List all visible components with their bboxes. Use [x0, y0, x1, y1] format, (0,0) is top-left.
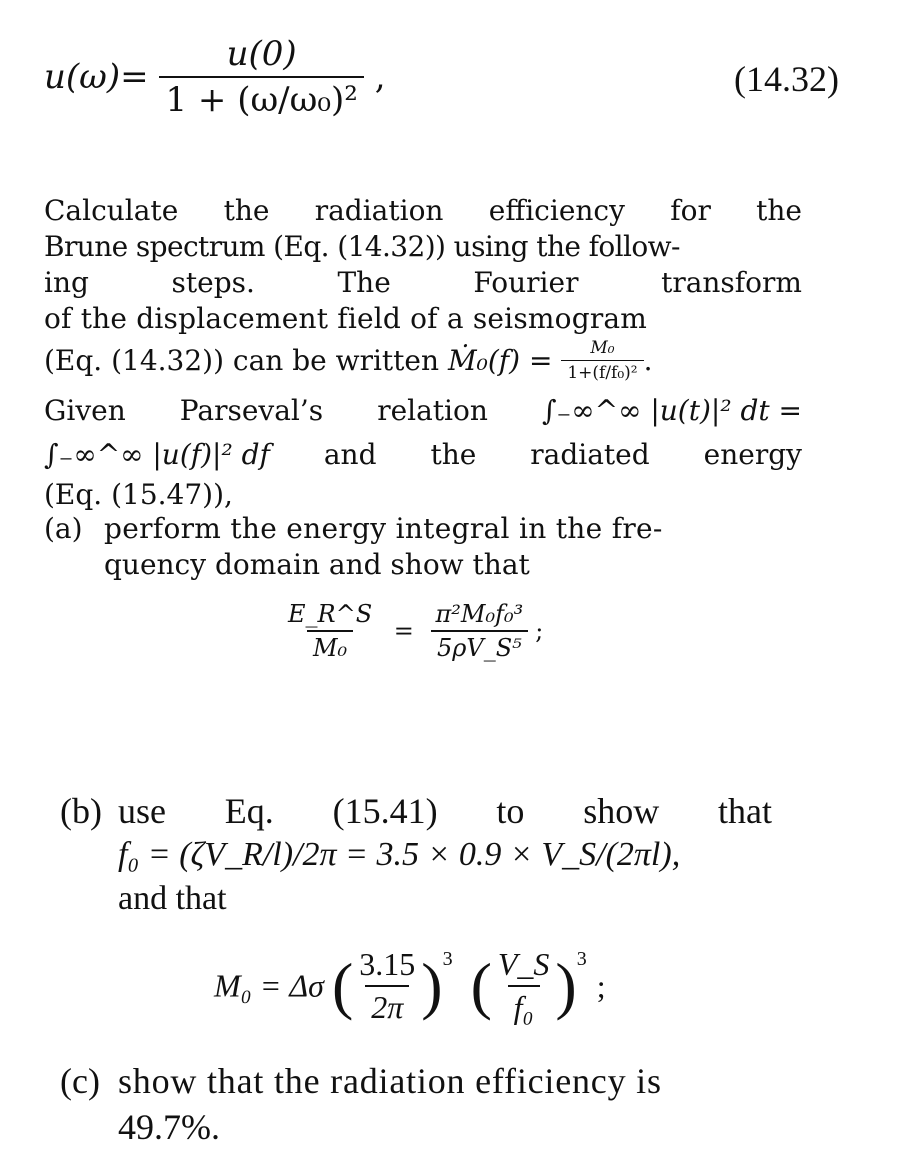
word: Calculate [44, 194, 179, 227]
energy-result-fraction [430, 600, 530, 662]
frac-den: 5ρV_S⁵ [431, 630, 528, 662]
word: that [718, 791, 772, 831]
frac-num: E_R^S [288, 600, 373, 628]
word: and [323, 438, 377, 471]
equation-14-32 [44, 34, 386, 120]
paragraph-line-5 [44, 338, 653, 383]
word: energy [703, 438, 802, 471]
eq-lhs: u(ω)= [44, 57, 149, 97]
eq-denominator: 1 + (ω/ω₀)² [159, 76, 363, 120]
word: for [670, 194, 711, 227]
part-a-equation [282, 600, 543, 662]
part-b-equation [214, 946, 606, 1026]
frac-num: 3.15 [359, 946, 416, 982]
frac-den: M₀ [307, 630, 353, 662]
paragraph-line-2: Brune spectrum (Eq. (14.32)) using the follow- [44, 230, 680, 263]
right-paren: ) [555, 950, 577, 1021]
paragraph-line-8: (Eq. (15.47)), [44, 478, 233, 511]
word: relation [377, 394, 488, 427]
paragraph-line-1 [44, 194, 802, 227]
equals-sign: = [393, 617, 414, 645]
frac-num: π²M₀f₀³ [435, 600, 524, 628]
eq-trailing: , [374, 57, 386, 97]
part-a-label: (a) [44, 512, 83, 545]
frac-num: M₀ [590, 338, 615, 358]
word: the [756, 194, 802, 227]
velocity-frequency-fraction [492, 946, 556, 1026]
moment-lhs: M₀ = Δσ [214, 967, 324, 1004]
word: the [430, 438, 477, 471]
word: The [337, 266, 391, 299]
frac-num: V_S [497, 946, 550, 982]
word: Parseval’s [179, 394, 324, 427]
eq-numerator: u(0) [226, 34, 297, 74]
word: efficiency [488, 194, 625, 227]
part-b-line-2: f₀ = (ζV_R/l)/2π = 3.5 × 0.9 × V_S/(2πl), [118, 836, 681, 873]
part-c-line-2: 49.7%. [118, 1107, 220, 1147]
equation-number: (14.32) [734, 59, 839, 99]
word: ing [44, 266, 89, 299]
energy-ratio-fraction [282, 600, 378, 662]
eq-fraction [159, 34, 363, 120]
word: radiated [530, 438, 650, 471]
parseval-time-integral: ∫₋∞^∞ |u(t)|² dt = [541, 394, 802, 427]
word: transform [661, 266, 802, 299]
part-b-label: (b) [60, 791, 102, 831]
word: the [223, 194, 270, 227]
word: steps. [171, 266, 255, 299]
word: Fourier [473, 266, 579, 299]
word: to [496, 791, 525, 831]
exponent: 3 [442, 948, 453, 970]
eq-end: ; [535, 617, 544, 645]
word: show [583, 791, 660, 831]
frac-den: f₀ [508, 985, 540, 1026]
right-paren: ) [421, 950, 443, 1021]
word: Eq. [224, 791, 274, 831]
left-paren: ( [470, 950, 492, 1021]
line5-text: (Eq. (14.32)) can be written [44, 344, 440, 377]
part-a-line-2: quency domain and show that [104, 548, 530, 581]
word: (15.41) [332, 791, 438, 831]
stress-fraction [353, 946, 421, 1026]
paragraph-line-7 [44, 438, 802, 471]
line5-end: . [643, 344, 653, 377]
part-b-line-3: and that [118, 880, 227, 917]
part-b-line-1 [118, 790, 772, 832]
part-c-line-1: show that the radiation efficiency is [118, 1061, 662, 1101]
moment-rate-expression: Ṁ₀(f) = [447, 344, 553, 377]
frac-den: 1+(f/f₀)² [561, 360, 643, 383]
exponent: 3 [576, 948, 587, 970]
left-paren: ( [331, 950, 354, 1021]
word: Given [44, 394, 126, 427]
paragraph-line-6 [44, 394, 802, 427]
parseval-frequency-integral: ∫₋∞^∞ |u(f)|² df [44, 438, 270, 471]
moment-rate-fraction [561, 338, 643, 383]
part-a-line-1: perform the energy integral in the fre- [104, 512, 663, 545]
paragraph-line-4: of the displacement field of a seismogram [44, 302, 648, 335]
word: radiation [314, 194, 444, 227]
part-c-label: (c) [60, 1061, 100, 1101]
word: use [118, 791, 166, 831]
paragraph-line-3 [44, 266, 802, 299]
eq-end: ; [596, 967, 606, 1004]
frac-den: 2π [365, 985, 409, 1026]
